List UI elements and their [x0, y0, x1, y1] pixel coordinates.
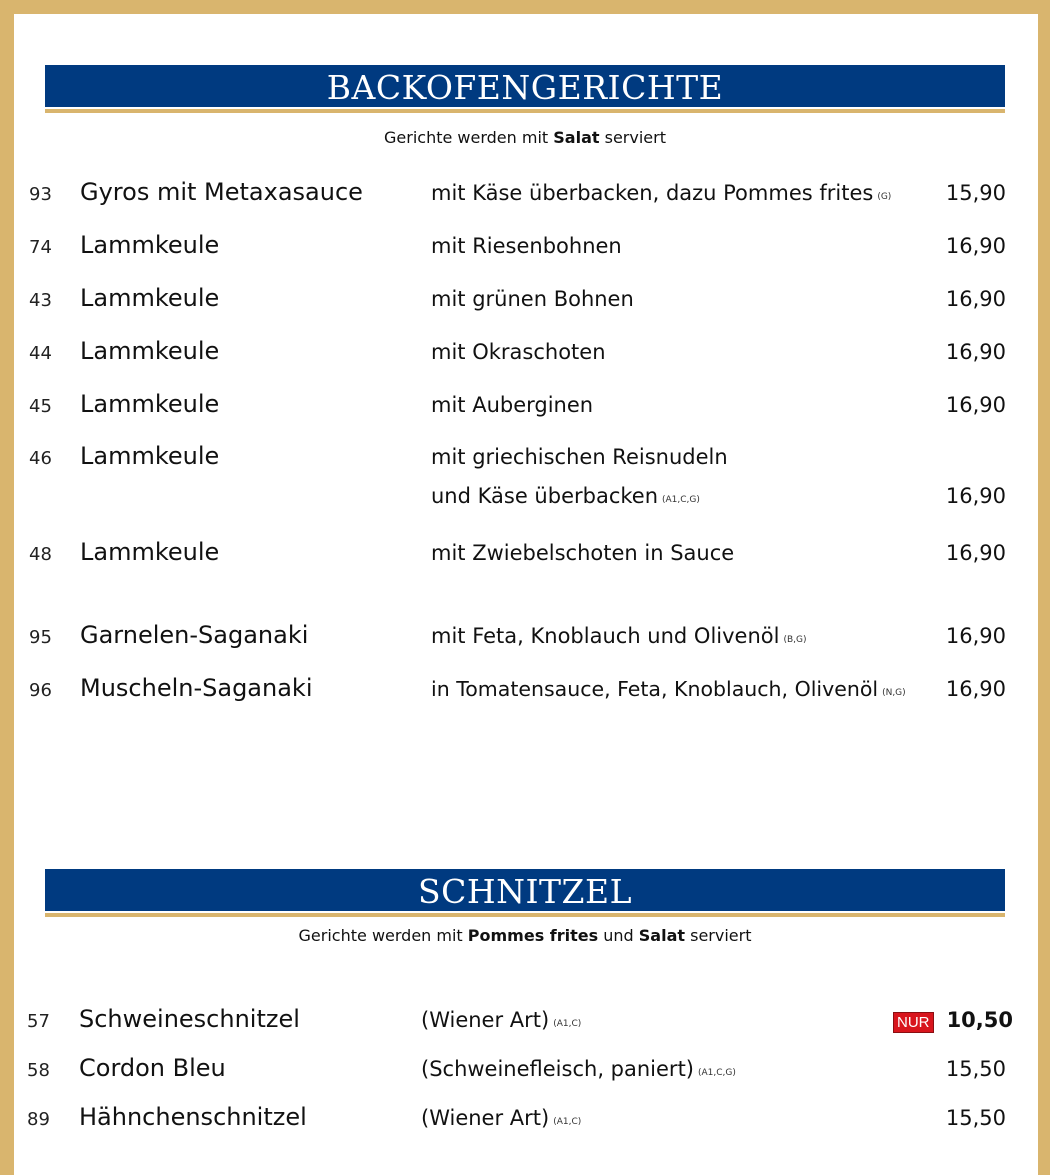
- item-description: mit Käse überbacken, dazu Pommes frites (G): [431, 181, 892, 205]
- item-price: 16,90: [945, 340, 1006, 364]
- item-name: Lammkeule: [80, 538, 220, 566]
- item-price: 16,90: [945, 234, 1006, 258]
- item-number: 45: [29, 396, 52, 417]
- item-price: 16,90: [945, 624, 1006, 648]
- menu-item: [0, 538, 1050, 578]
- menu-item: [0, 621, 1050, 661]
- item-description: mit Auberginen: [431, 393, 594, 417]
- item-name: Schweineschnitzel: [79, 1005, 300, 1033]
- menu-item: [0, 231, 1050, 271]
- allergen-code: (A1,C): [553, 1019, 582, 1029]
- item-number: 58: [27, 1060, 50, 1081]
- item-number: 57: [27, 1011, 50, 1032]
- item-description-line2: und Käse überbacken (A1,C,G): [431, 484, 700, 508]
- item-number: 93: [29, 184, 52, 205]
- menu-item: [0, 337, 1050, 377]
- item-name: Hähnchenschnitzel: [79, 1103, 307, 1131]
- menu-item: [0, 674, 1050, 714]
- menu-item: [0, 390, 1050, 430]
- item-name: Lammkeule: [80, 337, 220, 365]
- item-description: (Wiener Art) (A1,C): [421, 1008, 582, 1032]
- section-divider: [45, 913, 1005, 917]
- item-description: mit Feta, Knoblauch und Olivenöl (B,G): [431, 624, 807, 648]
- item-number: 46: [29, 448, 52, 469]
- item-price: 16,90: [945, 484, 1006, 508]
- item-name: Cordon Bleu: [79, 1054, 226, 1082]
- item-number: 74: [29, 237, 52, 258]
- item-price: 15,90: [945, 181, 1006, 205]
- allergen-code: (A1,C,G): [698, 1068, 736, 1078]
- section-title-schnitzel: SCHNITZEL: [45, 869, 1005, 911]
- item-description: (Wiener Art) (A1,C): [421, 1106, 582, 1130]
- item-description: mit grünen Bohnen: [431, 287, 634, 311]
- item-number: 43: [29, 290, 52, 311]
- item-description: mit Okraschoten: [431, 340, 606, 364]
- item-number: 95: [29, 627, 52, 648]
- item-price: 16,90: [945, 541, 1006, 565]
- item-number: 44: [29, 343, 52, 364]
- item-price: 15,50: [945, 1057, 1006, 1081]
- allergen-code: (A1,C,G): [662, 495, 700, 505]
- frame-top-border: [0, 0, 1050, 14]
- menu-item: [0, 178, 1050, 218]
- menu-item: [0, 284, 1050, 324]
- allergen-code: (G): [877, 192, 892, 202]
- item-description: mit griechischen Reisnudeln: [431, 445, 728, 469]
- item-name: Lammkeule: [80, 231, 220, 259]
- allergen-code: (B,G): [783, 635, 807, 645]
- allergen-code: (A1,C): [553, 1117, 582, 1127]
- item-price: 16,90: [945, 287, 1006, 311]
- item-price: 10,50: [946, 1008, 1013, 1032]
- item-name: Gyros mit Metaxasauce: [80, 178, 363, 206]
- item-description: mit Zwiebelschoten in Sauce: [431, 541, 735, 565]
- item-name: Lammkeule: [80, 442, 220, 470]
- menu-item: [0, 1005, 1050, 1045]
- item-description: (Schweinefleisch, paniert) (A1,C,G): [421, 1057, 736, 1081]
- item-description: in Tomatensauce, Feta, Knoblauch, Olivenöl (N,G): [431, 677, 906, 701]
- item-number: 96: [29, 680, 52, 701]
- allergen-code: (N,G): [882, 688, 906, 698]
- special-offer-badge: NUR: [893, 1012, 934, 1033]
- section-subtitle: Gerichte werden mit Pommes frites und Salat serviert: [298, 926, 752, 945]
- item-name: Muscheln-Saganaki: [80, 674, 313, 702]
- section-subtitle: Gerichte werden mit Salat serviert: [384, 128, 666, 147]
- item-name: Garnelen-Saganaki: [80, 621, 309, 649]
- frame-right-border: [1038, 0, 1050, 1175]
- section-divider: [45, 109, 1005, 113]
- item-price: 16,90: [945, 393, 1006, 417]
- menu-item: [0, 1054, 1050, 1094]
- item-name: Lammkeule: [80, 390, 220, 418]
- item-name: Lammkeule: [80, 284, 220, 312]
- section-title-backofengerichte: BACKOFENGERICHTE: [45, 65, 1005, 107]
- item-price: 15,50: [945, 1106, 1006, 1130]
- item-number: 48: [29, 544, 52, 565]
- frame-left-border: [0, 0, 14, 1175]
- item-number: 89: [27, 1109, 50, 1130]
- menu-item: [0, 442, 1050, 512]
- item-description: mit Riesenbohnen: [431, 234, 622, 258]
- item-price: 16,90: [945, 677, 1006, 701]
- menu-item: [0, 1103, 1050, 1143]
